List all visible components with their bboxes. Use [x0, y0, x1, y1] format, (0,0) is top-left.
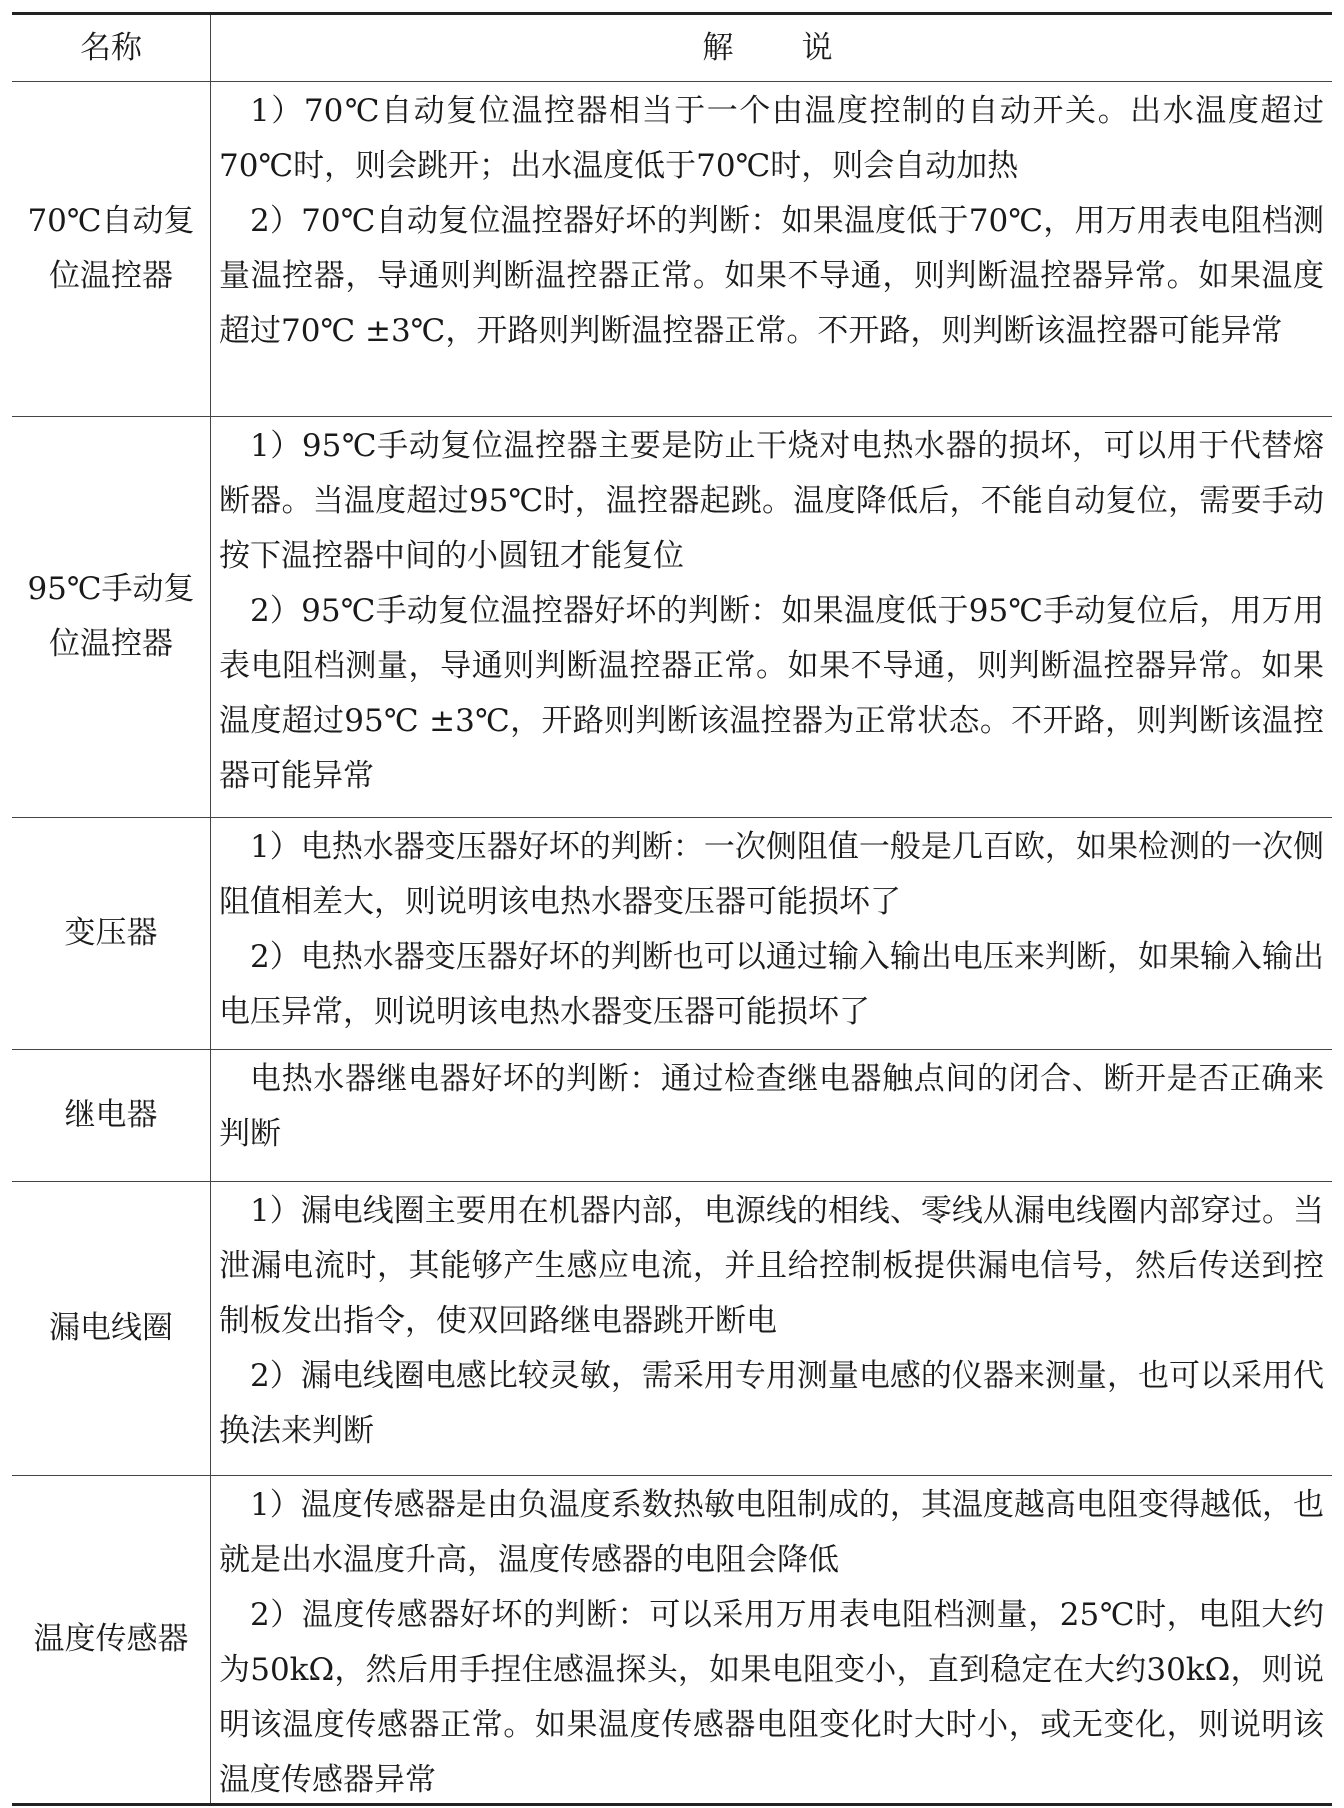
description-paragraph: 1）漏电线圈主要用在机器内部，电源线的相线、零线从漏电线圈内部穿过。当泄漏电流时，其能够产生感应电流，并且给控制板提供漏电信号，然后传送到控制板发出指令，使双回路继电器跳开断电 — [219, 1193, 1324, 1339]
component-name: 70℃自动复位温控器 — [12, 82, 211, 416]
table-row — [12, 1476, 1332, 1803]
component-description — [211, 82, 1332, 416]
table-header-row — [12, 15, 1332, 82]
description-paragraph: 2）温度传感器好坏的判断：可以采用万用表电阻档测量，25℃时，电阻大约为50kΩ，然后用手捏住感温探头，如果电阻变小，直到稳定在大约30kΩ，则说明该温度传感器正常。如果温度传感器电阻变化时大时小，或无变化，则说明该温度传感器异常 — [219, 1597, 1324, 1798]
component-description — [211, 818, 1332, 1049]
component-name: 95℃手动复位温控器 — [12, 417, 211, 817]
component-name: 继电器 — [12, 1050, 211, 1181]
description-paragraph: 2）电热水器变压器好坏的判断也可以通过输入输出电压来判断，如果输入输出电压异常，则说明该电热水器变压器可能损坏了 — [219, 939, 1324, 1030]
description-paragraph: 1）温度传感器是由负温度系数热敏电阻制成的，其温度越高电阻变得越低，也就是出水温度升高，温度传感器的电阻会降低 — [219, 1487, 1324, 1578]
component-table — [12, 12, 1332, 1806]
description-paragraph: 2）漏电线圈电感比较灵敏，需采用专用测量电感的仪器来测量，也可以采用代换法来判断 — [219, 1358, 1324, 1449]
component-description — [211, 417, 1332, 817]
header-description: 解说 — [702, 29, 901, 66]
description-paragraph: 1）70℃自动复位温控器相当于一个由温度控制的自动开关。出水温度超过70℃时，则会跳开；出水温度低于70℃时，则会自动加热 — [219, 93, 1324, 184]
table-row — [12, 1050, 1332, 1182]
table-row — [12, 818, 1332, 1050]
description-paragraph: 2）95℃手动复位温控器好坏的判断：如果温度低于95℃手动复位后，用万用表电阻档测量，导通则判断温控器正常。如果不导通，则判断温控器异常。如果温度超过95℃ ±3℃，开路则判断该温控器为正常状态。不开路，则判断该温控器可能异常 — [219, 593, 1324, 794]
component-description — [211, 1476, 1332, 1803]
table-row — [12, 1182, 1332, 1476]
component-name: 变压器 — [12, 818, 211, 1049]
description-paragraph: 1）95℃手动复位温控器主要是防止干烧对电热水器的损坏，可以用于代替熔断器。当温度超过95℃时，温控器起跳。温度降低后，不能自动复位，需要手动按下温控器中间的小圆钮才能复位 — [219, 428, 1324, 574]
table-row — [12, 417, 1332, 818]
description-paragraph: 电热水器继电器好坏的判断：通过检查继电器触点间的闭合、断开是否正确来判断 — [219, 1061, 1324, 1152]
description-paragraph: 2）70℃自动复位温控器好坏的判断：如果温度低于70℃，用万用表电阻档测量温控器，导通则判断温控器正常。如果不导通，则判断温控器异常。如果温度超过70℃ ±3℃，开路则判断温控器正常。不开路，则判断该温控器可能异常 — [219, 203, 1324, 349]
header-name: 名称 — [12, 15, 211, 81]
description-paragraph: 1）电热水器变压器好坏的判断：一次侧阻值一般是几百欧，如果检测的一次侧阻值相差大，则说明该电热水器变压器可能损坏了 — [219, 829, 1324, 920]
component-name: 温度传感器 — [12, 1476, 211, 1803]
component-name: 漏电线圈 — [12, 1182, 211, 1475]
table-row — [12, 82, 1332, 417]
component-description — [211, 1182, 1332, 1475]
component-description — [211, 1050, 1332, 1181]
